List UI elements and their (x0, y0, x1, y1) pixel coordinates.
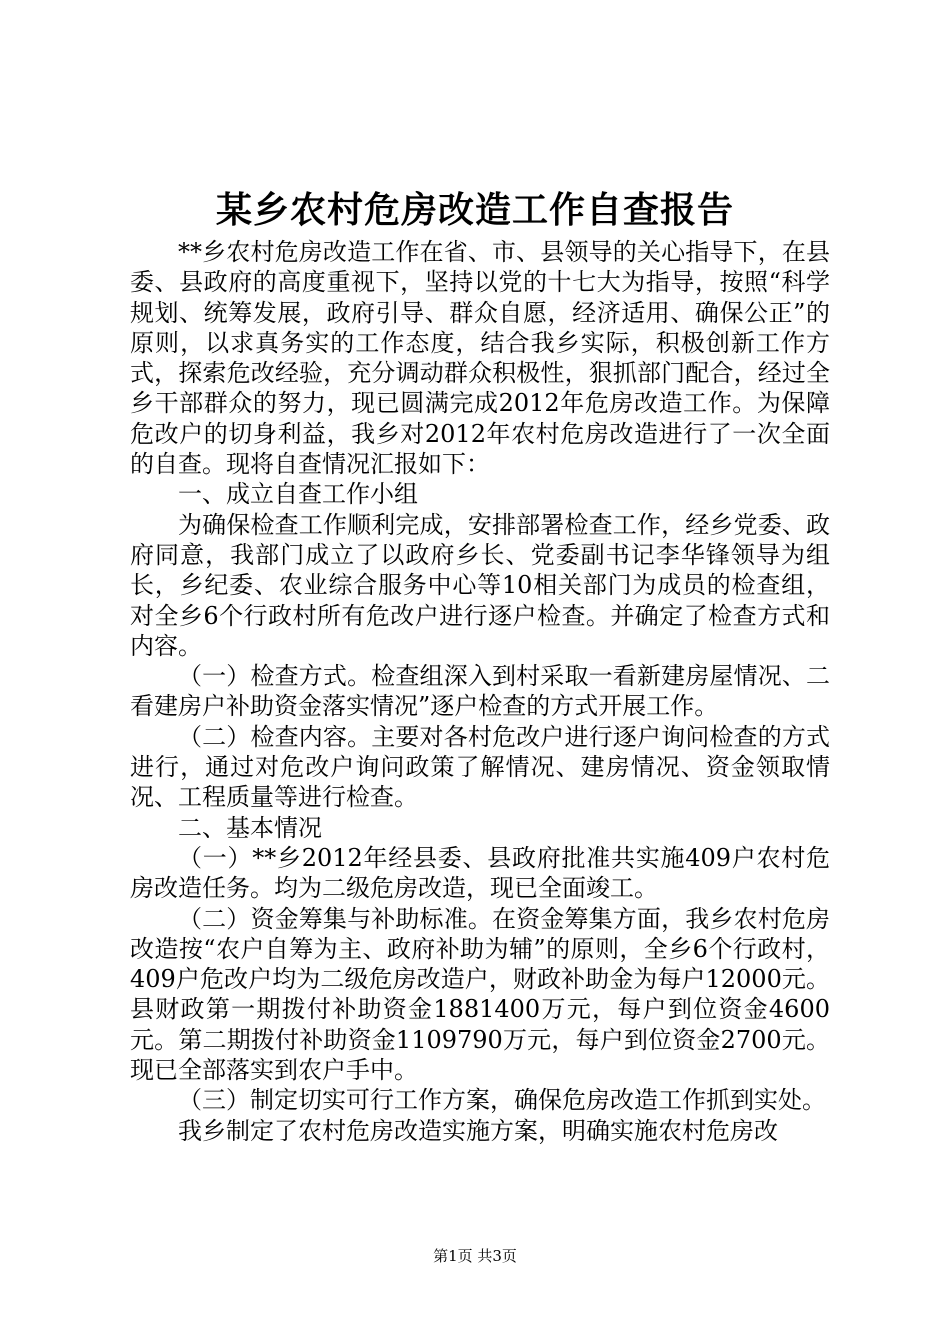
paragraph-basic-3: （三）制定切实可行工作方案，确保危房改造工作抓到实处。 (178, 1086, 826, 1115)
section-heading-2: 二、基本情况 (178, 813, 322, 842)
paragraph-basic-1: （一）**乡2012年经县委、县政府批准共实施409户农村危房改造任务。均为二级危房改造，现已全面竣工。 (130, 843, 830, 903)
paragraph-team: 为确保检查工作顺利完成，安排部署检查工作，经乡党委、政府同意，我部门成立了以政府乡长、党委副书记李华锋领导为组长，乡纪委、农业综合服务中心等10相关部门为成员的检查组，对全乡6个行政村所有危改户进行逐户检查。并确定了检查方式和内容。 (130, 510, 830, 660)
section-heading-1: 一、成立自查工作小组 (178, 480, 418, 509)
document-title: 某乡农村危房改造工作自查报告 (215, 189, 734, 231)
paragraph-intro: **乡农村危房改造工作在省、市、县领导的关心指导下，在县委、县政府的高度重视下，坚持以党的十七大为指导，按照“科学规划、统筹发展，政府引导、群众自愿，经济适用、确保公正”的原则，以求真务实的工作态度，结合我乡实际，积极创新工作方式，探索危改经验，充分调动群众积极性，狠抓部门配合，经过全乡干部群众的努力，现已圆满完成2012年危房改造工作。为保障危改户的切身利益，我乡对2012年农村危房改造进行了一次全面的自查。现将自查情况汇报如下： (130, 238, 830, 479)
paragraph-check-method: （一）检查方式。检查组深入到村采取一看新建房屋情况、二看建房户补助资金落实情况”逐户检查的方式开展工作。 (130, 662, 830, 721)
paragraph-plan: 我乡制定了农村危房改造实施方案，明确实施农村危房改 (178, 1116, 778, 1145)
document-body (130, 237, 830, 1146)
page-footer: 第1页 共3页 (433, 1247, 517, 1265)
paragraph-check-content: （二）检查内容。主要对各村危改户进行逐户询问检查的方式进行，通过对危改户询问政策了解情况、建房情况、资金领取情况、工程质量等进行检查。 (130, 722, 830, 812)
paragraph-basic-2: （二）资金筹集与补助标准。在资金筹集方面，我乡农村危房改造按“农户自筹为主、政府补助为辅”的原则，全乡6个行政村，409户危改户均为二级危房改造户，财政补助金为每户12000元。县财政第一期拨付补助资金1881400万元，每户到位资金4600元。第二期拨付补助资金1109790万元，每户到位资金2700元。现已全部落实到农户手中。 (130, 904, 830, 1085)
